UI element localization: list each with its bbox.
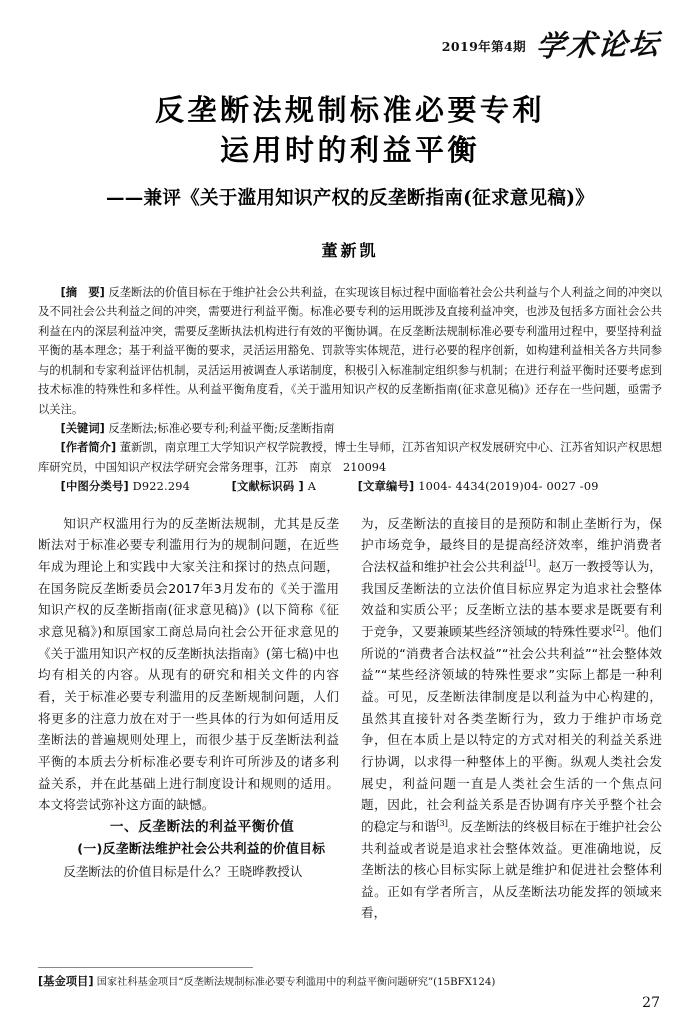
section-heading: 一、反垄断法的利益平衡价值 xyxy=(109,818,295,835)
page-title xyxy=(38,90,662,170)
title-line-2: 运用时的利益平衡 xyxy=(219,133,480,168)
article-number-value: 1004- 4434(2019)04- 0027 -09 xyxy=(418,480,599,494)
funding-note xyxy=(38,974,662,991)
abstract-label: [摘 要] xyxy=(60,286,105,300)
abstract-paragraph xyxy=(38,283,662,419)
document-code-value: A xyxy=(307,480,317,494)
title-block xyxy=(38,90,662,261)
masthead xyxy=(38,0,662,62)
funding-label: [基金项目] xyxy=(38,975,94,989)
footnote-marker-1: [1] xyxy=(524,558,537,568)
clc-value: D922.294 xyxy=(132,480,190,494)
page-footer xyxy=(38,967,662,1011)
author-bio-line xyxy=(38,438,662,477)
article-body xyxy=(38,513,662,921)
journal-logo: 学术论坛 xyxy=(534,26,662,64)
keywords-label: [关键词] xyxy=(60,421,105,435)
body-text-segment: 。赵万一教授等认为，我国反垄断法的立法价值目标应界定为追求社会整体效益和实质公平；反垄断立法的基本要求是既要有利于竞争，又要兼顾某些经济领域的特殊性要求 xyxy=(361,558,662,639)
article-number-label: [文章编号] xyxy=(357,480,415,494)
footnote-marker-3: [3] xyxy=(436,818,448,828)
subsection-heading: (一)反垄断法维护社会公共利益的价值目标 xyxy=(77,842,326,858)
abstract-text: 反垄断法的价值目标在于维护社会公共利益，在实现该目标过程中面临着社会公共利益与个人利益之间的冲突以及不同社会公共利益之间的冲突，需要进行利益平衡。标准必要专利的运用既涉及直接利益冲突，也涉及包括多方面社会公共利益在内的深层利益冲突，需要反垄断执法机构进行有效的平衡协调。在反垄断法规制标准必要专利滥用过程中，要坚持利益平衡的基本理念；基于利益平衡的要求，灵活运用豁免、罚款等实体规范，进行必要的程序创新，如构建利益相关各方共同参与的机制和专家利益评估机制，灵活运用被调查人承诺制度，积极引入标准制定组织参与机制；在进行利益平衡时还要考虑到技术标准的特殊性和多样性。从利益平衡角度看，《关于滥用知识产权的反垄断指南(征求意见稿)》还存在一些问题，亟需予以关注。 xyxy=(38,286,663,416)
body-paragraph xyxy=(361,513,662,924)
body-text-segment: 。他们所说的“消费者合法权益”“社会公共利益”“社会整体效益”“某些经济领域的特殊性要求”实际上都是一种利益。可见，反垄断法律制度是以利益为中心构建的，虽然其直接针对各类垄断行为，致力于维护市场竞争，但在本质上是以特定的方式对相关的利益关系进行协调，以求得一种整体上的平衡。纵观人类社会发展史，利益问题一直是人类社会生活的一个焦点问题，因此，社会利益关系是否协调有序关乎整个社会的稳定与和谐 xyxy=(361,623,662,834)
body-paragraph: 反垄断法的价值目标是什么？王晓晔教授认 xyxy=(63,864,303,880)
body-text-segment: 。反垄断法的终极目标在于维护社会公共利益或者说是追求社会整体效益。更准确地说，反垄断法的核心目标实际上就是维护和促进社会整体利益。正如有学者所言，从反垄断法功能发挥的领域来看， xyxy=(361,818,662,921)
metadata-block xyxy=(38,283,662,497)
keywords-text: 反垄断法;标准必要专利;利益平衡;反垄断指南 xyxy=(108,421,335,435)
author-bio-text: 董新凯，南京理工大学知识产权学院教授，博士生导师，江苏省知识产权发展研究中心、江苏省知识产权思想库研究员，中国知识产权法学研究会常务理事，江苏 南京 210094 xyxy=(38,441,663,474)
subtitle: ——兼评《关于滥用知识产权的反垄断指南(征求意见稿)》 xyxy=(105,188,595,210)
footnote-marker-2: [2] xyxy=(612,623,625,633)
title-line-1: 反垄断法规制标准必要专利 xyxy=(154,93,545,127)
page-number: 27 xyxy=(642,995,660,1011)
keywords-line xyxy=(38,419,662,438)
footer-divider xyxy=(38,967,253,968)
clc-label: [中图分类号] xyxy=(60,480,129,494)
document-code-label: [文献标识码 ] xyxy=(231,480,304,494)
issue-label: 2019年第4期 xyxy=(441,39,526,54)
classification-line xyxy=(38,477,662,496)
body-text-segment: 为，反垄断法的直接目的是预防和制止垄断行为，保护市场竞争，最终目的是提高经济效率，维护消费者合法权益和维护社会公共利益 xyxy=(361,515,662,574)
author-name: 董新凯 xyxy=(321,241,379,261)
body-column-right xyxy=(361,513,662,921)
funding-text: 国家社科基金项目“反垄断法规制标准必要专利滥用中的利益平衡问题研究”(15BFX124) xyxy=(96,977,496,989)
author-bio-label: [作者简介] xyxy=(60,441,117,455)
body-column-left xyxy=(38,513,339,895)
body-paragraph: 知识产权滥用行为的反垄断法规制，尤其是反垄断法对于标准必要专利滥用行为的规制问题，在近些年成为理论上和实践中大家关注和探讨的热点问题，在国务院反垄断委员会2017年3月发布的《关于滥用知识产权的反垄断指南(征求意见稿)》(以下简称《征求意见稿》)和原国家工商总局向社会公开征求意见的《关于滥用知识产权的反垄断执法指南》(第七稿)中也均有相关的内容。从现有的研究和相关文件的内容看，关于标准必要专利滥用的反垄断规制问题，人们将更多的注意力放在对于一些具体的行为如何适用反垄断法的普遍规则处理上，而很少基于反垄断法利益平衡的本质去分析标准必要专利许可所涉及的诸多利益关系，并在此基础上进行制度设计和规则的适用。本文将尝试弥补这方面的缺憾。 xyxy=(38,515,339,813)
